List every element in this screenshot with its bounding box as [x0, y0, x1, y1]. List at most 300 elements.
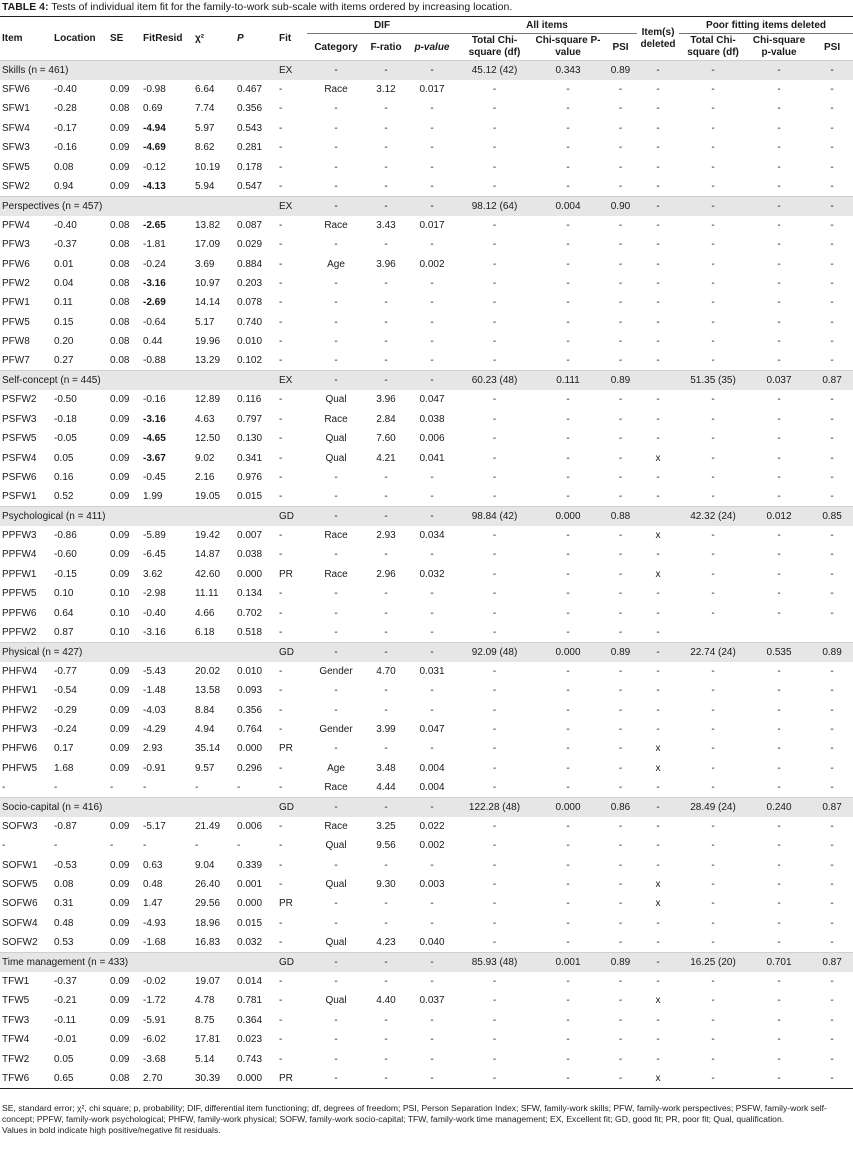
table-cell: - — [566, 976, 570, 988]
table-cell: Qual — [325, 937, 347, 949]
table-cell: - — [492, 685, 497, 697]
section-cell: - — [307, 61, 365, 80]
section-cell: 0.87 — [811, 797, 853, 816]
table-cell: - — [566, 180, 570, 192]
table-cell: -4.03 — [143, 704, 166, 716]
table-cell: - — [384, 122, 388, 134]
table-cell: - — [830, 316, 834, 328]
section-cell: - — [307, 196, 365, 215]
table-cell: x — [655, 879, 661, 891]
table-row — [0, 1069, 853, 1088]
table-cell: - — [618, 568, 623, 580]
table-cell: - — [711, 743, 715, 755]
table-cell: -4.69 — [143, 142, 166, 154]
table-cell: 8.84 — [195, 704, 215, 716]
table-cell: 0.08 — [110, 1072, 130, 1084]
table-cell: 3.69 — [195, 258, 215, 270]
section-cell — [637, 371, 679, 390]
table-cell: 0.976 — [237, 471, 263, 483]
table-cell: 0.48 — [143, 879, 163, 891]
table-cell: - — [618, 588, 623, 600]
table-cell: - — [711, 762, 715, 774]
table-cell: - — [384, 549, 388, 561]
table-cell: - — [656, 355, 660, 367]
section-cell: - — [365, 952, 407, 971]
table-cell: - — [656, 103, 660, 115]
table-row — [0, 894, 853, 913]
table-cell: - — [334, 1072, 338, 1084]
table-cell: - — [830, 723, 834, 735]
table-cell: 0.007 — [237, 530, 263, 542]
table-cell: 0.44 — [143, 336, 163, 348]
table-cell: - — [618, 995, 623, 1007]
table-cell: -0.28 — [54, 103, 77, 115]
table-cell: - — [830, 859, 834, 871]
table-cell: -0.16 — [143, 394, 166, 406]
table-cell: 0.20 — [54, 336, 74, 348]
table-cell: 4.23 — [376, 937, 396, 949]
table-cell: - — [777, 433, 781, 445]
table-cell: - — [110, 840, 114, 852]
table-cell: - — [777, 1034, 781, 1046]
table-cell: - — [492, 995, 497, 1007]
table-cell: - — [334, 607, 338, 619]
table-cell: 0.11 — [54, 297, 73, 309]
section-row — [0, 371, 853, 390]
section-cell: - — [365, 371, 407, 390]
table-cell: x — [655, 898, 661, 910]
table-cell: - — [777, 995, 781, 1007]
section-cell: GD — [277, 642, 307, 661]
table-cell: - — [618, 879, 623, 891]
table-cell: - — [830, 976, 834, 988]
table-cell: - — [430, 1072, 434, 1084]
table-cell: 0.010 — [237, 665, 263, 677]
table-cell: Age — [327, 762, 345, 774]
table-cell: 0.09 — [110, 142, 130, 154]
table-cell: -0.01 — [54, 1034, 77, 1046]
table-cell: - — [830, 258, 834, 270]
table-cell: 0.09 — [110, 1034, 130, 1046]
table-cell: - — [711, 103, 715, 115]
table-cell: x — [655, 452, 661, 464]
table-cell: 0.09 — [110, 491, 130, 503]
section-cell: 0.89 — [604, 61, 637, 80]
table-cell: PFW8 — [2, 336, 30, 348]
table-cell: -1.72 — [143, 995, 166, 1007]
table-cell: 0.08 — [110, 258, 130, 270]
table-cell: 0.05 — [54, 1053, 74, 1065]
section-cell: 0.90 — [604, 196, 637, 215]
table-cell: PPFW5 — [2, 588, 37, 600]
table-cell: - — [711, 995, 715, 1007]
table-cell: - — [618, 277, 623, 289]
table-cell: - — [777, 665, 781, 677]
table-cell: - — [830, 530, 834, 542]
table-cell: -0.21 — [54, 995, 77, 1007]
table-cell: 0.09 — [110, 859, 130, 871]
section-cell: 0.89 — [604, 371, 637, 390]
table-cell: PFW7 — [2, 355, 30, 367]
table-cell: PSFW5 — [2, 433, 37, 445]
table-cell: - — [566, 723, 570, 735]
table-cell: - — [656, 316, 660, 328]
table-cell: - — [334, 142, 338, 154]
table-cell: -0.02 — [143, 976, 166, 988]
table-cell: - — [384, 239, 388, 251]
table-cell: 4.94 — [195, 723, 215, 735]
table-cell: - — [334, 588, 338, 600]
table-cell: 0.63 — [143, 859, 163, 871]
section-cell: 60.23 (48) — [457, 371, 532, 390]
section-cell: GD — [277, 797, 307, 816]
table-cell: - — [656, 277, 660, 289]
table-cell: 4.70 — [376, 665, 396, 677]
header-fit: Fit — [279, 33, 292, 44]
table-cell: - — [566, 626, 570, 638]
table-cell: - — [711, 937, 715, 949]
table-cell: 0.041 — [419, 452, 445, 464]
section-cell: 98.84 (42) — [457, 506, 532, 525]
table-row — [0, 80, 853, 99]
table-cell: - — [430, 103, 434, 115]
header-all-items: All items — [457, 17, 637, 34]
header-poor-psi: PSI — [823, 41, 841, 53]
table-cell: 3.96 — [376, 394, 396, 406]
table-cell: 2.84 — [376, 413, 396, 425]
table-cell: - — [492, 277, 497, 289]
header-poor-total-chi: Total Chi-square (df) — [687, 35, 739, 58]
table-cell: - — [618, 859, 623, 871]
table-cell: 0.09 — [110, 685, 130, 697]
table-cell: - — [279, 258, 283, 270]
table-cell: - — [777, 937, 781, 949]
table-cell: 0.52 — [54, 491, 74, 503]
table-cell: - — [618, 491, 623, 503]
table-cell: 0.000 — [237, 898, 263, 910]
section-name: Time management (n = 433) — [0, 952, 277, 971]
table-cell: 4.21 — [376, 452, 396, 464]
table-cell: - — [492, 161, 497, 173]
table-cell: - — [566, 297, 570, 309]
table-cell: Qual — [325, 394, 347, 406]
table-cell: - — [384, 1034, 388, 1046]
table-cell: - — [430, 898, 434, 910]
table-cell: -5.89 — [143, 530, 166, 542]
table-cell: - — [618, 219, 623, 231]
table-cell: x — [655, 762, 661, 774]
table-cell: - — [566, 607, 570, 619]
table-cell: 0.16 — [54, 471, 74, 483]
table-cell: - — [656, 976, 660, 988]
table-cell: - — [143, 840, 147, 852]
table-cell: - — [656, 549, 660, 561]
table-row — [0, 119, 853, 138]
table-cell: - — [566, 1014, 570, 1026]
table-cell: - — [711, 239, 715, 251]
table-cell: - — [492, 549, 497, 561]
table-cell: - — [618, 723, 623, 735]
table-cell: - — [566, 820, 570, 832]
table-cell: - — [279, 491, 283, 503]
table-cell: - — [618, 685, 623, 697]
table-cell: 30.39 — [195, 1072, 221, 1084]
table-cell: - — [656, 1034, 660, 1046]
table-cell: - — [830, 898, 834, 910]
table-cell: - — [492, 355, 497, 367]
table-cell: - — [279, 530, 283, 542]
section-cell: 0.86 — [604, 797, 637, 816]
section-row — [0, 196, 853, 215]
table-cell: PFW2 — [2, 277, 30, 289]
table-cell: -0.45 — [143, 471, 166, 483]
table-cell: - — [830, 452, 834, 464]
table-cell: - — [334, 336, 338, 348]
table-cell: - — [830, 704, 834, 716]
table-row — [0, 700, 853, 719]
table-cell: -0.17 — [54, 122, 77, 134]
section-cell: - — [407, 371, 457, 390]
table-cell: - — [777, 471, 781, 483]
table-cell: - — [384, 142, 388, 154]
table-cell: - — [279, 452, 283, 464]
table-cell: PFW4 — [2, 219, 30, 231]
table-cell: - — [618, 452, 623, 464]
table-cell: - — [384, 704, 388, 716]
table-cell: 0.047 — [419, 394, 445, 406]
table-cell: 0.102 — [237, 355, 263, 367]
table-cell: PR — [279, 1072, 293, 1084]
table-cell: 0.003 — [419, 879, 445, 891]
table-cell: Race — [324, 820, 348, 832]
table-cell: -0.24 — [54, 723, 77, 735]
table-cell: - — [830, 491, 834, 503]
table-cell: 0.764 — [237, 723, 263, 735]
table-cell: 20.02 — [195, 665, 221, 677]
table-cell: - — [566, 413, 570, 425]
table-cell: - — [430, 336, 434, 348]
table-cell: PSFW4 — [2, 452, 37, 464]
table-cell: 0.09 — [110, 394, 130, 406]
table-cell: Race — [324, 84, 348, 96]
table-cell: - — [279, 316, 283, 328]
table-cell: - — [777, 336, 781, 348]
section-cell: - — [407, 642, 457, 661]
table-cell: - — [492, 762, 497, 774]
table-cell: - — [430, 743, 434, 755]
table-cell: - — [618, 336, 623, 348]
table-cell: - — [830, 413, 834, 425]
table-cell: - — [279, 937, 283, 949]
section-cell: 122.28 (48) — [457, 797, 532, 816]
table-cell: - — [334, 471, 338, 483]
table-cell: - — [656, 471, 660, 483]
table-row — [0, 274, 853, 293]
table-cell: -2.65 — [143, 219, 166, 231]
table-cell: - — [430, 976, 434, 988]
table-cell: - — [492, 471, 497, 483]
header-poor-chi-p: Chi-square p-value — [752, 35, 806, 58]
table-cell: -1.81 — [143, 239, 166, 251]
section-cell: - — [307, 506, 365, 525]
table-cell: - — [830, 161, 834, 173]
table-cell: 0.08 — [54, 161, 74, 173]
table-row — [0, 991, 853, 1010]
table-cell: 12.50 — [195, 433, 221, 445]
table-cell: 0.08 — [110, 316, 130, 328]
section-row — [0, 506, 853, 525]
table-cell: - — [566, 995, 570, 1007]
table-cell: Qual — [325, 433, 347, 445]
table-cell: 0.01 — [54, 258, 74, 270]
table-cell: 0.296 — [237, 762, 263, 774]
table-cell: - — [618, 1053, 623, 1065]
table-cell: - — [492, 1014, 497, 1026]
table-cell: - — [711, 665, 715, 677]
table-cell: 0.017 — [419, 219, 445, 231]
table-cell: PSFW6 — [2, 471, 37, 483]
table-cell: Race — [324, 781, 348, 793]
section-cell: 0.89 — [604, 952, 637, 971]
table-cell: - — [618, 549, 623, 561]
table-cell: - — [492, 976, 497, 988]
table-cell: - — [618, 976, 623, 988]
table-cell: -0.54 — [54, 685, 77, 697]
table-cell: - — [237, 781, 241, 793]
table-cell: - — [618, 142, 623, 154]
table-row — [0, 429, 853, 448]
table-cell: - — [656, 917, 660, 929]
table-cell: - — [334, 161, 338, 173]
table-row — [0, 603, 853, 622]
table-cell: SFW2 — [2, 180, 30, 192]
table-row — [0, 817, 853, 836]
table-cell: - — [656, 219, 660, 231]
table-cell: - — [711, 1072, 715, 1084]
section-cell: - — [407, 196, 457, 215]
section-cell: 42.32 (24) — [679, 506, 747, 525]
table-cell: - — [492, 297, 497, 309]
table-cell: 9.02 — [195, 452, 215, 464]
table-cell: - — [334, 316, 338, 328]
table-cell: - — [279, 336, 283, 348]
table-cell: -3.67 — [143, 452, 166, 464]
table-cell: - — [566, 704, 570, 716]
table-cell: 0.87 — [54, 626, 74, 638]
table-cell: 0.032 — [237, 937, 263, 949]
table-cell: - — [656, 413, 660, 425]
item-fit-table — [0, 16, 853, 1089]
table-cell: - — [830, 142, 834, 154]
table-cell: PPFW1 — [2, 568, 37, 580]
table-cell: x — [655, 995, 661, 1007]
table-cell: 0.031 — [419, 665, 445, 677]
table-cell: - — [711, 142, 715, 154]
table-cell: 0.17 — [54, 743, 74, 755]
table-cell: -0.98 — [143, 84, 166, 96]
table-cell: - — [618, 413, 623, 425]
table-cell: - — [618, 316, 623, 328]
table-cell: 0.518 — [237, 626, 263, 638]
table-cell: - — [384, 607, 388, 619]
table-cell: - — [618, 394, 623, 406]
table-cell: - — [492, 723, 497, 735]
table-cell: 26.40 — [195, 879, 221, 891]
table-cell: - — [279, 820, 283, 832]
table-cell: - — [492, 879, 497, 891]
table-cell: - — [430, 239, 434, 251]
table-cell: - — [830, 549, 834, 561]
table-cell: 0.000 — [237, 1072, 263, 1084]
table-cell: -3.16 — [143, 626, 166, 638]
section-cell: - — [407, 61, 457, 80]
section-cell: - — [637, 642, 679, 661]
table-cell: - — [777, 840, 781, 852]
table-cell: - — [566, 355, 570, 367]
table-cell: TFW6 — [2, 1072, 30, 1084]
table-cell: - — [384, 743, 388, 755]
table-cell: - — [566, 685, 570, 697]
table-row — [0, 351, 853, 370]
table-cell: - — [656, 491, 660, 503]
table-cell: - — [711, 316, 715, 328]
table-cell: 0.05 — [54, 452, 74, 464]
table-cell: - — [711, 1053, 715, 1065]
section-cell: 0.000 — [532, 506, 604, 525]
table-cell: - — [656, 180, 660, 192]
table-cell: - — [279, 781, 283, 793]
table-cell: - — [279, 471, 283, 483]
table-cell: - — [656, 1014, 660, 1026]
table-cell: - — [830, 743, 834, 755]
table-cell: - — [334, 1014, 338, 1026]
table-cell: 4.66 — [195, 607, 215, 619]
table-cell: - — [384, 588, 388, 600]
table-cell: 0.09 — [110, 879, 130, 891]
section-cell: 0.000 — [532, 642, 604, 661]
table-cell: - — [566, 937, 570, 949]
table-cell: - — [830, 180, 834, 192]
table-cell: 0.94 — [54, 180, 74, 192]
section-name: Skills (n = 461) — [0, 61, 277, 80]
table-cell: - — [279, 723, 283, 735]
table-cell: - — [110, 781, 114, 793]
table-row — [0, 448, 853, 467]
table-cell: - — [777, 762, 781, 774]
table-cell: 9.56 — [376, 840, 396, 852]
section-name: Self-concept (n = 445) — [0, 371, 277, 390]
table-cell: - — [830, 879, 834, 891]
section-row — [0, 797, 853, 816]
table-cell: - — [566, 530, 570, 542]
table-cell: - — [492, 84, 497, 96]
table-cell: - — [777, 394, 781, 406]
table-cell: - — [384, 471, 388, 483]
table-cell: - — [830, 781, 834, 793]
table-cell: - — [566, 491, 570, 503]
table-cell: - — [430, 1034, 434, 1046]
table-cell: - — [711, 840, 715, 852]
table-row — [0, 545, 853, 564]
table-row — [0, 875, 853, 894]
table-cell: - — [2, 840, 6, 852]
table-cell: 0.09 — [110, 433, 130, 445]
table-cell: - — [492, 103, 497, 115]
table-cell: - — [492, 530, 497, 542]
table-header — [0, 17, 853, 61]
table-cell: - — [384, 103, 388, 115]
section-cell: 92.09 (48) — [457, 642, 532, 661]
